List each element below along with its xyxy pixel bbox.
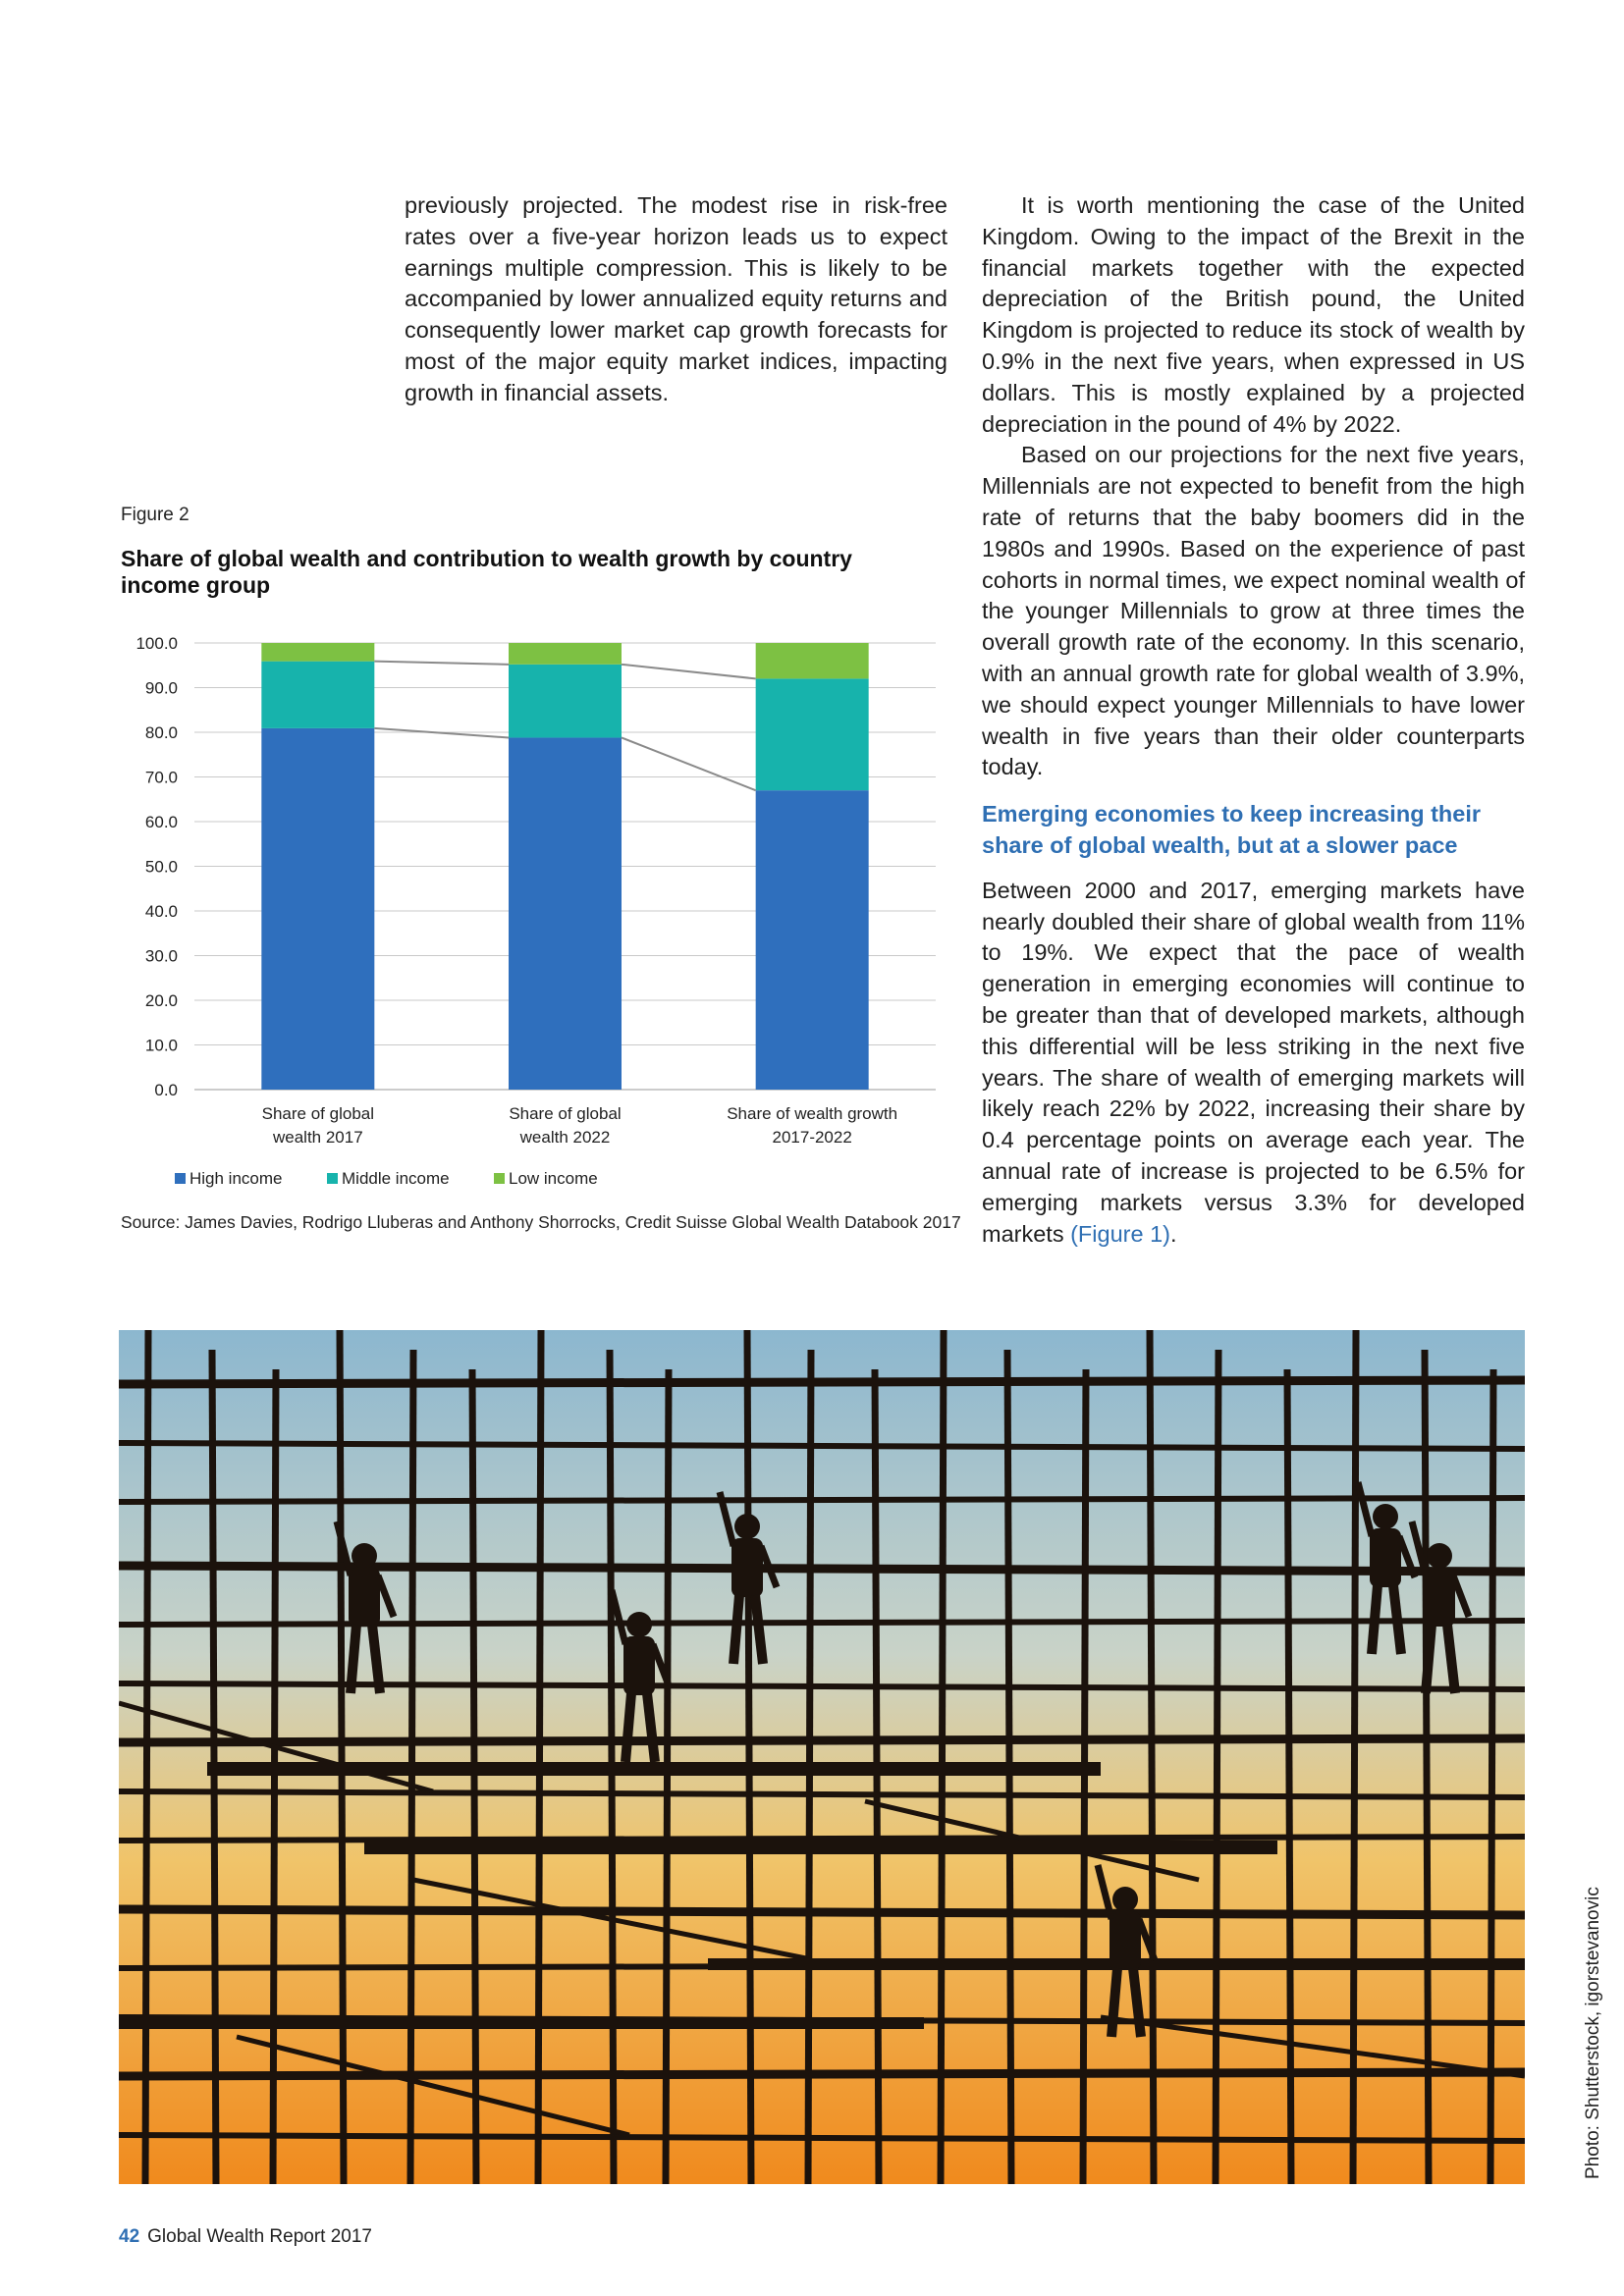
bar-segment-low-income [509, 643, 622, 665]
body-paragraph [982, 876, 1525, 1251]
scaffold-tube [119, 1380, 1525, 1384]
scaffold-pole [666, 1369, 669, 2184]
y-tick-label: 40.0 [144, 902, 178, 921]
sky-background [119, 1330, 1525, 2184]
y-tick-label: 80.0 [144, 723, 178, 742]
bar-segment-low-income [261, 643, 374, 662]
y-tick-label: 90.0 [144, 678, 178, 698]
page-number: 42 [119, 2226, 140, 2247]
scaffold-pole [747, 1330, 751, 2184]
section-subheading: Emerging economies to keep increasing their share of global wealth, but at a slower pace [982, 801, 1482, 858]
legend-label: Middle income [342, 1169, 450, 1188]
photo-credit: Photo: Shutterstock, igorstevanovic [1583, 1887, 1603, 2179]
scaffold-pole [1150, 1330, 1154, 2184]
figure-title: Share of global wealth and contribution to wealth growth by country income group [121, 546, 852, 598]
y-tick-label: 70.0 [144, 768, 178, 787]
x-category-label: wealth 2022 [519, 1128, 611, 1147]
scaffold-tube [119, 1498, 1525, 1502]
x-category-label: wealth 2017 [272, 1128, 363, 1147]
scaffold-pole [145, 1330, 148, 2184]
worker-torso [1110, 1911, 1141, 1970]
construction-scaffolding-photo [119, 1330, 1525, 2184]
connector-line [622, 665, 756, 679]
worker-head [734, 1514, 760, 1539]
scaffolding-silhouette-image [119, 1330, 1525, 2184]
worker-torso [731, 1538, 763, 1597]
scaffold-pole [340, 1330, 344, 2184]
worker-torso [623, 1636, 655, 1695]
left-text-column [405, 190, 947, 409]
legend-swatch [327, 1173, 338, 1184]
x-category-label: 2017-2022 [772, 1128, 852, 1147]
connector-line [374, 662, 509, 665]
scaffold-tube [119, 2072, 1525, 2076]
scaffold-pole [875, 1369, 879, 2184]
legend-label: High income [189, 1169, 283, 1188]
worker-head [1373, 1504, 1398, 1529]
figure-reference-link[interactable]: (Figure 1) [1070, 1220, 1170, 1247]
report-title: Global Wealth Report 2017 [147, 2226, 372, 2247]
scaffold-pole [1425, 1350, 1429, 2184]
figure-2 [121, 501, 961, 1237]
worker-leg [1426, 1625, 1432, 1693]
worker-leg [625, 1693, 631, 1762]
body-paragraph: previously projected. The modest rise in risk-free rates over a five-year horizon leads us to expect earnings multiple compression. This is likely to be accompanied by lower annualized equity returns and consequently lower market cap growth forecasts for most of the major equity market indices, impacting growth in financial assets. [405, 192, 947, 405]
worker-head [1427, 1543, 1452, 1569]
worker-head [626, 1612, 652, 1637]
scaffold-pole [1490, 1369, 1493, 2184]
figure-source: Source: James Davies, Rodrigo Lluberas and Anthony Shorrocks, Credit Suisse Global Wealth Databook 2017 [121, 1212, 961, 1232]
page-footer [119, 2226, 372, 2248]
scaffold-tube [119, 1621, 1525, 1625]
y-tick-label: 20.0 [144, 991, 178, 1010]
worker-leg [1372, 1585, 1378, 1654]
scaffold-platform [364, 1841, 1277, 1854]
connector-line [374, 728, 509, 738]
y-tick-label: 100.0 [135, 634, 178, 653]
bar-segment-middle-income [261, 662, 374, 728]
stacked-bar-chart [121, 609, 946, 1198]
y-tick-label: 10.0 [144, 1036, 178, 1055]
y-tick-label: 50.0 [144, 857, 178, 877]
bar-segment-high-income [756, 790, 869, 1090]
body-paragraph: It is worth mentioning the case of the United Kingdom. Owing to the impact of the Brexit in the financial markets together with the expected depreciation of the British pound, the United Kingdom is projected to reduce its stock of wealth by 0.9% in the next five years, when expressed in US dollars. This is mostly explained by a projected depreciation in the pound of 4% by 2022. [982, 192, 1525, 437]
scaffold-platform [119, 2017, 924, 2029]
scaffold-pole [1353, 1330, 1356, 2184]
paragraph-end: . [1169, 1220, 1177, 1247]
right-text-column [982, 190, 1525, 1250]
scaffold-tube [119, 1909, 1525, 1915]
worker-head [352, 1543, 377, 1569]
scaffold-platform [207, 1762, 1101, 1776]
bar-segment-middle-income [509, 665, 622, 738]
scaffold-pole [1216, 1350, 1218, 2184]
y-tick-label: 0.0 [154, 1081, 178, 1099]
scaffold-tube [119, 1738, 1525, 1742]
bar-segment-high-income [509, 737, 622, 1090]
worker-torso [1370, 1528, 1401, 1587]
bar-segment-low-income [756, 643, 869, 678]
figure-label: Figure 2 [121, 505, 189, 525]
scaffold-tube [119, 1566, 1525, 1572]
worker-leg [351, 1625, 356, 1693]
x-category-label: Share of global [509, 1104, 622, 1123]
scaffold-pole [273, 1369, 276, 2184]
y-tick-label: 30.0 [144, 946, 178, 966]
legend-swatch [175, 1173, 186, 1184]
worker-leg [733, 1595, 739, 1664]
worker-torso [1424, 1568, 1455, 1627]
legend-swatch [494, 1173, 505, 1184]
bar-segment-middle-income [756, 678, 869, 790]
scaffold-pole [472, 1369, 476, 2184]
scaffold-pole [1287, 1369, 1291, 2184]
worker-leg [1111, 1968, 1117, 2037]
x-category-label: Share of wealth growth [727, 1104, 898, 1123]
scaffold-pole [538, 1330, 541, 2184]
connector-line [622, 737, 756, 790]
x-category-label: Share of global [261, 1104, 375, 1123]
scaffold-pole [1083, 1369, 1086, 2184]
body-paragraph: Based on our projections for the next five years, Millennials are not expected to benefit from the high rate of returns that the baby boomers did in the 1980s and 1990s. Based on the experience of past cohorts in normal times, we expect nominal wealth of the younger Millennials to grow at three times the overall growth rate of the economy. In this scenario, with an annual growth rate for global wealth of 3.9%, we should expect younger Millennials to have lower wealth in five years than their older counterparts today. [982, 442, 1525, 780]
paragraph-text: Between 2000 and 2017, emerging markets have nearly doubled their share of global wealth from 11% to 19%. We expect that the pace of wealth generation in emerging economies will continue to be greater than that of developed markets, although this differential will be less striking in the next five years. The share of wealth of emerging markets will likely reach 22% by 2022, increasing their share by 0.4 percentage points on average each year. The annual rate of increase is projected to be 6.5% for emerging markets versus 3.3% for developed markets [982, 877, 1525, 1247]
worker-torso [349, 1568, 380, 1627]
scaffold-pole [941, 1330, 944, 2184]
worker-head [1112, 1887, 1138, 1912]
bar-segment-high-income [261, 728, 374, 1090]
y-tick-label: 60.0 [144, 813, 178, 831]
scaffold-tube [119, 1837, 1525, 1841]
legend-label: Low income [509, 1169, 598, 1188]
